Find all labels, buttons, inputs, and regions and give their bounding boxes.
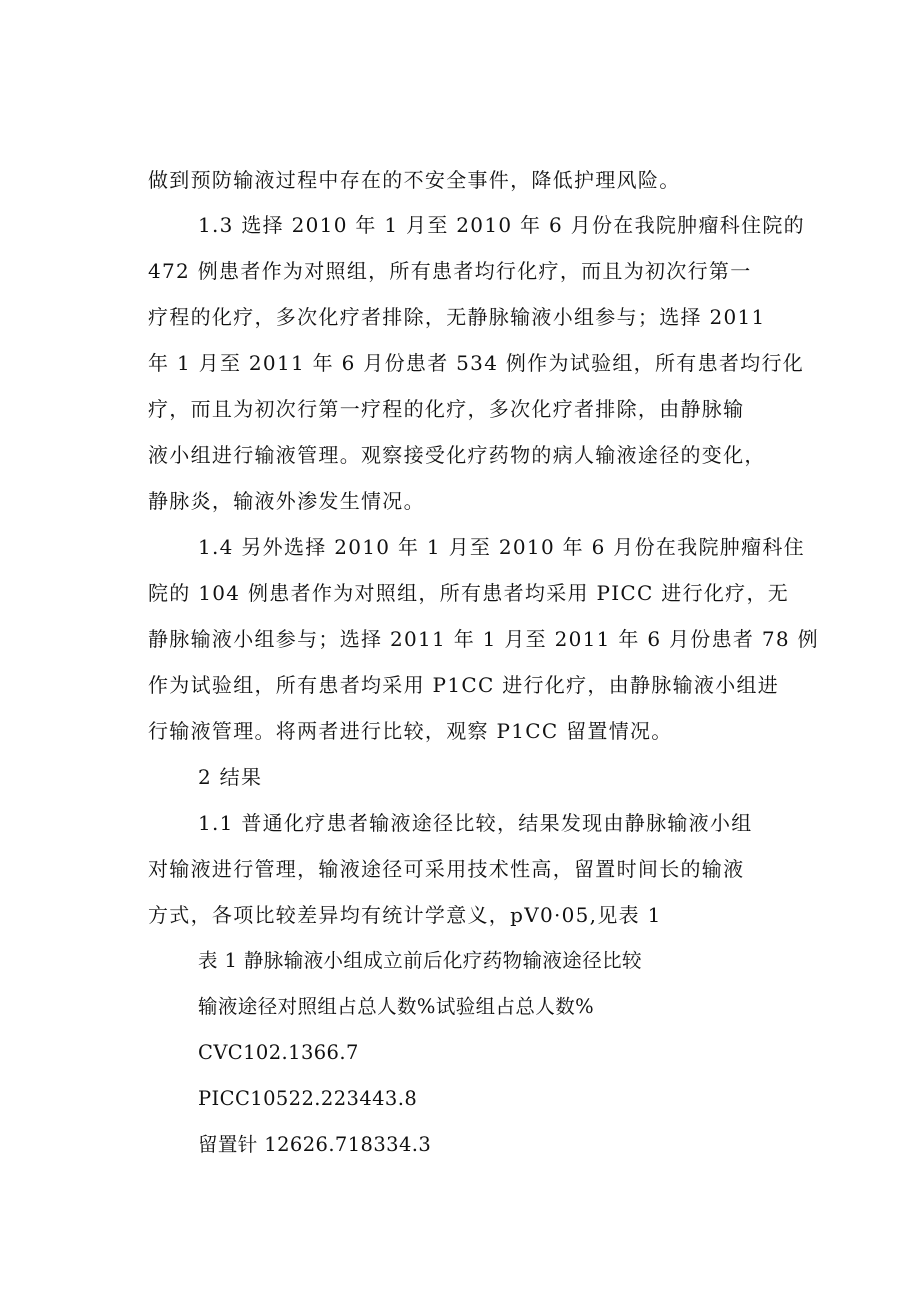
paragraph-line: 行输液管理。将两者进行比较，观察 P1CC 留置情况。 [148, 719, 673, 743]
paragraph-line: 方式，各项比较差异均有统计学意义，pV0·05,见表 1 [148, 903, 662, 927]
paragraph-line: 疗程的化疗，多次化疗者排除，无静脉输液小组参与；选择 2011 [148, 305, 766, 329]
paragraph-line: 疗，而且为初次行第一疗程的化疗，多次化疗者排除，由静脉输 [148, 397, 745, 421]
table-row-indwelling-needle: 留置针 12626.718334.3 [198, 1133, 432, 1156]
paragraph-line: 472 例患者作为对照组，所有患者均行化疗，而且为初次行第一 [148, 259, 752, 283]
table-row-cvc: CVC102.1366.7 [198, 1041, 359, 1064]
table-row-picc: PICC10522.223443.8 [198, 1087, 418, 1110]
paragraph-line: 年 1 月至 2011 年 6 月份患者 534 例作为试验组，所有患者均行化 [148, 351, 805, 375]
paragraph-line: 液小组进行输液管理。观察接受化疗药物的病人输液途径的变化， [148, 443, 766, 467]
section-1-4-heading-line: 1.4 另外选择 2010 年 1 月至 2010 年 6 月份在我院肿瘤科住 [198, 535, 805, 559]
paragraph-line: 作为试验组，所有患者均采用 P1CC 进行化疗，由静脉输液小组进 [148, 673, 780, 697]
section-1-3-heading-line: 1.3 选择 2010 年 1 月至 2010 年 6 月份在我院肿瘤科住院的 [198, 213, 805, 237]
paragraph-line: 静脉输液小组参与；选择 2011 年 1 月至 2011 年 6 月份患者 78 例 [148, 627, 819, 651]
results-subheading-line: 1.1 普通化疗患者输液途径比较，结果发现由静脉输液小组 [198, 811, 753, 835]
results-heading: 2 结果 [198, 765, 263, 789]
paragraph-line: 对输液进行管理，输液途径可采用技术性高，留置时间长的输液 [148, 857, 745, 881]
table-header-row: 输液途径对照组占总人数%试验组占总人数% [198, 995, 595, 1018]
paragraph-line: 静脉炎，输液外渗发生情况。 [148, 489, 425, 513]
table-caption: 表 1 静脉输液小组成立前后化疗药物输液途径比较 [198, 949, 642, 972]
paragraph-line: 院的 104 例患者作为对照组，所有患者均采用 PICC 进行化疗，无 [148, 581, 790, 605]
paragraph-line: 做到预防输液过程中存在的不安全事件，降低护理风险。 [148, 168, 681, 192]
